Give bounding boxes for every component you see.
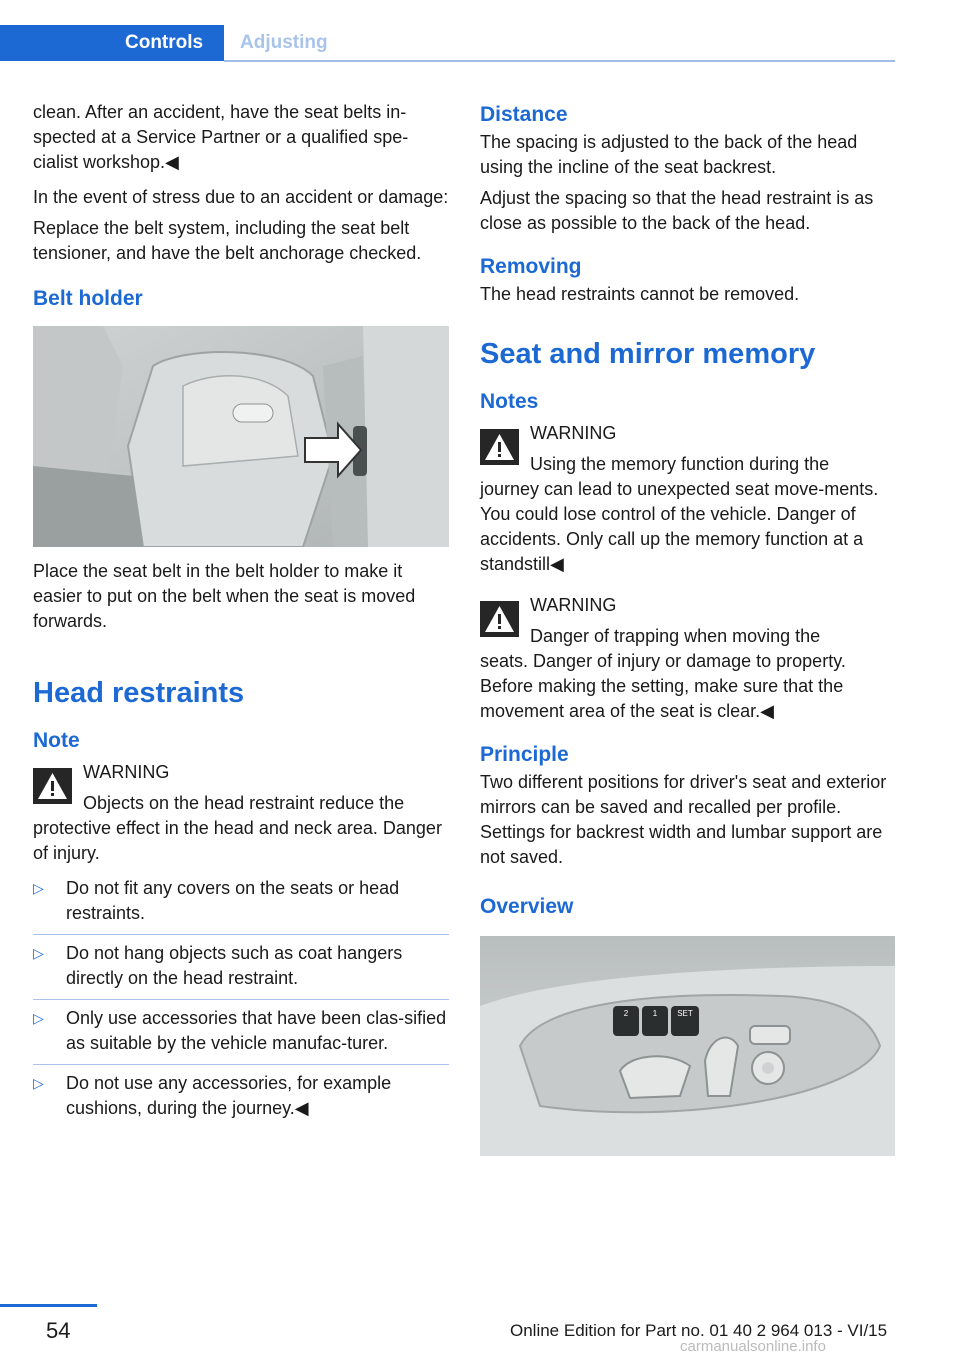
memory-button-1-label: 1 [652,1009,658,1018]
heading-overview: Overview [480,895,574,918]
belt-holder-image [33,326,449,547]
paragraph-replace: Replace the belt system, including the seat belt tensioner, and have the belt anchorage checked. [33,218,422,263]
heading-seat-mirror-memory: Seat and mirror memory [480,338,816,370]
warning-text-first: Objects on the head restraint reduce the [83,793,405,813]
heading-distance: Distance [480,103,568,126]
tab-controls[interactable]: Controls [0,25,224,61]
seat-controls-image [480,936,895,1156]
warning-block-2 [480,593,896,649]
paragraph-removing: The head restraints cannot be removed. [480,284,800,304]
warning-text-first: Danger of trapping when moving the [530,626,821,646]
paragraph-principle: Two different positions for driver's seat and exterior mirrors can be saved and recalled per profile. Settings for backrest width and lumbar support are not saved. [480,772,887,867]
footer-divider [0,1304,97,1307]
triangle-bullet-icon: ▷ [33,1075,44,1091]
warning-block [33,760,449,816]
list-item: ▷ Do not fit any covers on the seats or head restraints. [33,878,400,923]
memory-button-2-label: 2 [623,1009,629,1018]
triangle-bullet-icon: ▷ [33,880,44,896]
right-column [480,100,896,1156]
triangle-bullet-icon: ▷ [33,1010,44,1026]
warning-label: WARNING [530,423,617,443]
warning-label: WARNING [83,762,170,782]
warning-bullet-list [33,876,449,1129]
warning-text-first: Using the memory function during the [530,454,830,474]
list-item: ▷ Do not hang objects such as coat hangers directly on the head restraint. [33,934,449,999]
watermark: carmanualsonline.info [680,1338,826,1355]
heading-note: Note [33,729,80,752]
paragraph-stress: In the event of stress due to an accident or damage: [33,187,449,207]
online-edition-text: Online Edition for Part no. 01 40 2 964 013 - VI/15 [510,1321,888,1340]
heading-belt-holder: Belt holder [33,287,143,310]
warning-label: WARNING [530,595,617,615]
heading-notes: Notes [480,390,539,413]
paragraph-seat-belts: clean. After an accident, have the seat belts in‐spected at a Service Partner or a qualified spe‐cialist workshop.◀ [33,102,409,172]
page-header [0,0,895,62]
heading-removing: Removing [480,255,582,278]
warning-icon [480,601,519,637]
warning-block-1 [480,421,896,477]
warning-icon [480,429,519,465]
triangle-bullet-icon: ▷ [33,945,44,961]
warning-text-rest: protective effect in the head and neck area. Danger of injury. [33,818,442,863]
warning-text-rest: journey can lead to unexpected seat move‐ments. You could lose control of the vehicle. Danger of accidents. Only call up the memory function at a standstill◀ [480,479,879,574]
left-column [33,100,449,1129]
warning-icon [33,768,72,804]
header-divider [224,60,895,62]
paragraph-belt-holder: Place the seat belt in the belt holder to make it easier to put on the belt when the seat is moved forwards. [33,561,416,631]
paragraph-distance-1: The spacing is adjusted to the back of the head using the incline of the seat backrest. [480,132,858,177]
page-number: 54 [46,1318,71,1343]
tab-adjusting[interactable]: Adjusting [240,32,328,53]
heading-head-restraints: Head restraints [33,677,245,709]
paragraph-distance-2: Adjust the spacing so that the head restraint is as close as possible to the back of the head. [480,188,874,233]
heading-principle: Principle [480,743,569,766]
warning-text-rest: seats. Danger of injury or damage to property. Before making the setting, make sure that the movement area of the seat is clear.◀ [480,651,846,721]
list-item: ▷ Do not use any accessories, for example cushions, during the journey.◀ [33,1064,449,1129]
set-button-label: SET [677,1009,693,1018]
list-item: ▷ Only use accessories that have been clas‐sified as suitable by the vehicle manufac‐turer. [33,999,449,1064]
